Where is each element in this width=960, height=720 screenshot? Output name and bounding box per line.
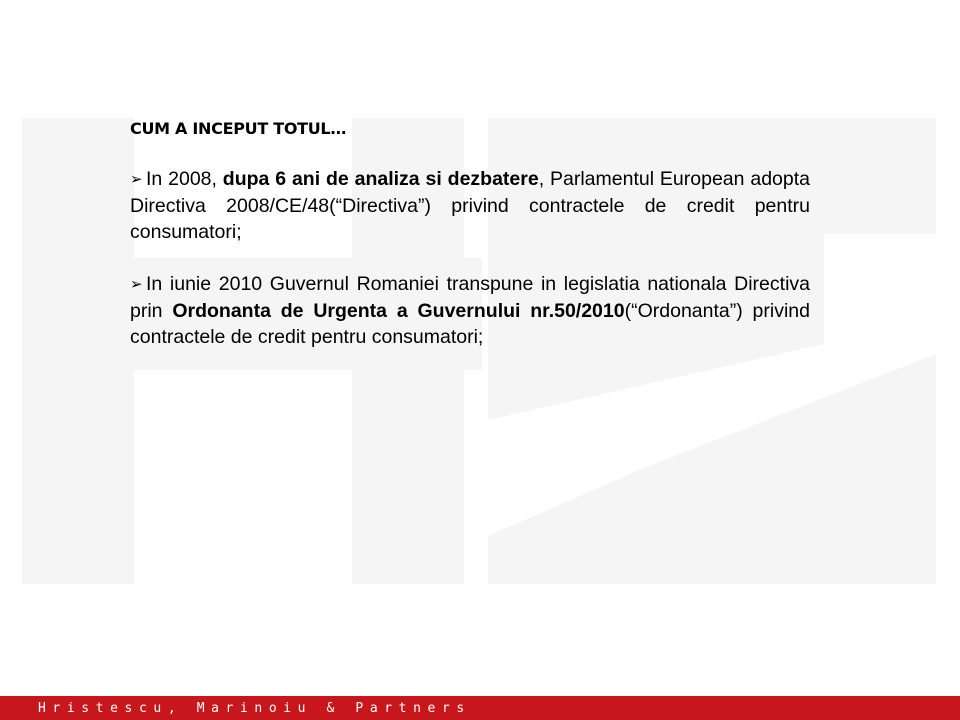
arrow-bullet-icon: ➢ xyxy=(130,171,143,188)
footer-bar xyxy=(0,696,960,720)
bullet-text: , Parlamentul European adopta Directiva 2008/CE/48(“Directiva”) privind contractele de credit pentru consumatori; xyxy=(130,168,810,243)
slide-body xyxy=(130,118,810,350)
bullet-item xyxy=(130,271,810,350)
slide-title: CUM A INCEPUT TOTUL… xyxy=(130,119,347,138)
arrow-bullet-icon: ➢ xyxy=(130,276,143,293)
bullet-text: In 2008, xyxy=(146,168,223,190)
bullet-item xyxy=(130,166,810,245)
bullet-text: (“Ordonanta”) privind contractele de credit pentru consumatori; xyxy=(130,300,811,348)
bullet-emphasis: Ordonanta de Urgenta a Guvernului nr.50/2010 xyxy=(172,300,625,322)
firm-name: Hristescu, Marinoiu & Partners xyxy=(38,700,471,716)
bullet-emphasis: dupa 6 ani de analiza si dezbatere xyxy=(222,168,539,190)
bullet-text: In iunie 2010 Guvernul Romaniei transpune in legislatia nationala Directiva prin xyxy=(130,273,810,322)
